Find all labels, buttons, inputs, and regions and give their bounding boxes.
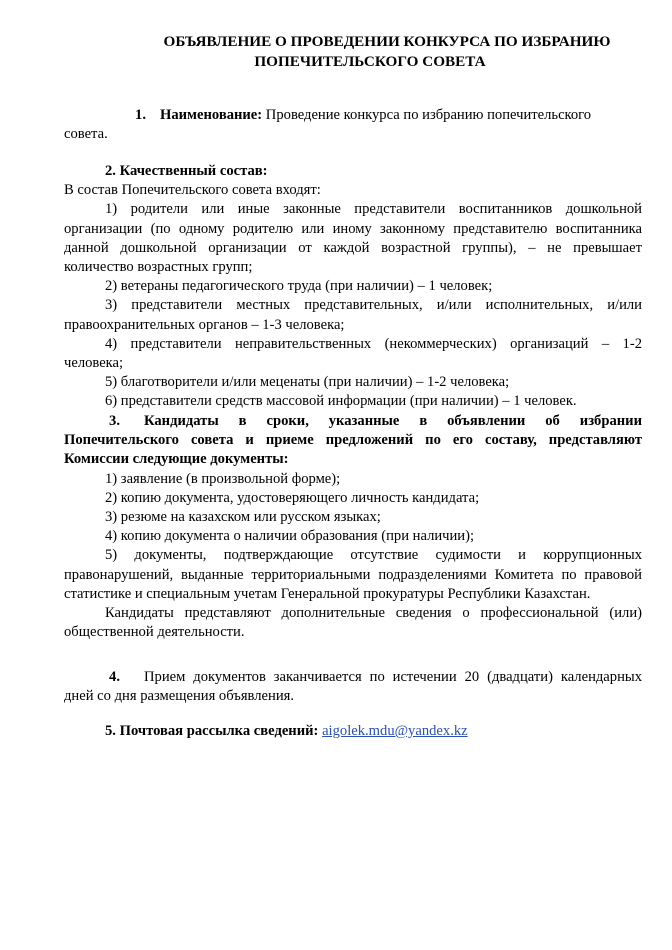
section-2-item-1: 1) родители или иные законные представители воспитанников дошкольной организации (по одному родителю или иному законному представителю воспитанника данной дошкольной организации от каждой возрастной группы), – не превышает количество возрастных групп; bbox=[64, 201, 642, 276]
section-3 bbox=[64, 412, 642, 642]
section-2-item-6: 6) представители средств массовой информации (при наличии) – 1 человек. bbox=[105, 393, 577, 410]
section-2-heading: 2. Качественный состав: bbox=[105, 163, 268, 179]
section-3-item-3: 3) резюме на казахском или русском языках; bbox=[105, 509, 381, 526]
section-1-paragraph bbox=[64, 106, 642, 125]
section-1-number: 1. bbox=[135, 107, 146, 123]
email-link[interactable]: aigolek.mdu@yandex.kz bbox=[322, 723, 468, 739]
section-3-heading-text: Кандидаты в сроки, указанные в объявлении об избрании Попечительского совета и приеме предложений по его составу, представляют Комиссии следующие документы: bbox=[64, 413, 642, 468]
section-5-heading: 5. Почтовая рассылка сведений: bbox=[105, 723, 319, 739]
section-3-number: 3. bbox=[109, 413, 120, 429]
section-2-item-5: 5) благотворители и/или меценаты (при наличии) – 1-2 человека; bbox=[105, 374, 510, 391]
section-4-number: 4. bbox=[109, 669, 120, 685]
section-1-heading: Наименование: bbox=[160, 107, 263, 123]
section-2-item-4: 4) представители неправительственных (некоммерческих) организаций – 1-2 человека; bbox=[64, 335, 642, 372]
title-line-1: ОБЪЯВЛЕНИЕ О ПРОВЕДЕНИИ КОНКУРСА ПО ИЗБРАНИЮ bbox=[163, 33, 611, 50]
section-2-item-2: 2) ветераны педагогического труда (при наличии) – 1 человек; bbox=[105, 278, 493, 295]
section-4 bbox=[64, 668, 642, 706]
title-line-2: ПОПЕЧИТЕЛЬСКОГО СОВЕТА bbox=[254, 53, 486, 70]
section-3-item-4: 4) копию документа о наличии образования (при наличии); bbox=[105, 528, 475, 545]
section-3-heading bbox=[64, 412, 642, 470]
section-1-text: Проведение конкурса по избранию попечительского bbox=[262, 107, 592, 123]
section-3-item-1: 1) заявление (в произвольной форме); bbox=[105, 470, 341, 487]
section-3-extra: Кандидаты представляют дополнительные сведения о профессиональной (или) общественной деятельности. bbox=[64, 605, 642, 641]
section-3-item-2: 2) копию документа, удостоверяющего личность кандидата; bbox=[105, 489, 480, 506]
page-title bbox=[64, 32, 672, 72]
section-5-paragraph bbox=[64, 722, 642, 741]
section-1-text-cont: совета. bbox=[64, 126, 108, 143]
section-4-text: Прием документов заканчивается по истечении 20 (двадцати) календарных дней со дня размещения объявления. bbox=[64, 669, 642, 705]
section-1 bbox=[64, 106, 642, 144]
section-2-intro: В состав Попечительского совета входят: bbox=[64, 182, 321, 199]
section-2 bbox=[64, 162, 642, 412]
section-5 bbox=[64, 722, 642, 741]
section-2-item-3: 3) представители местных представительных, и/или исполнительных, и/или правоохранительных органов – 1-3 человека; bbox=[64, 297, 642, 333]
section-4-paragraph bbox=[64, 668, 642, 706]
section-3-item-5: 5) документы, подтверждающие отсутствие судимости и коррупционных правонарушений, выданные территориальными подразделениями Комитета по правовой статистике и специальным учетам Генеральной прокуратуры Республики Казахстан. bbox=[64, 547, 642, 602]
